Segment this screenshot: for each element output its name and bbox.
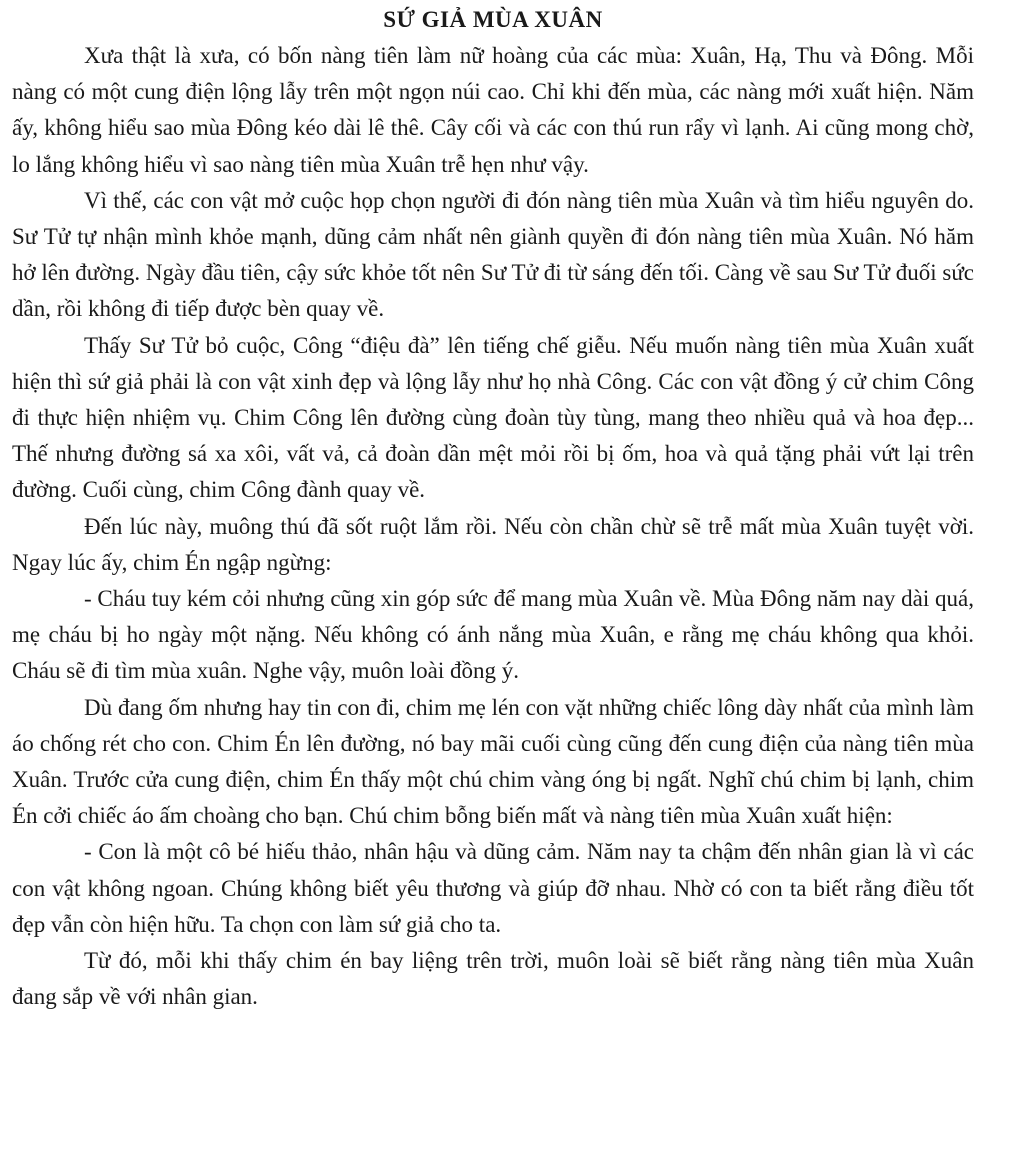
paragraph-swallow-speech: - Cháu tuy kém cỏi nhưng cũng xin góp sức để mang mùa Xuân về. Mùa Đông năm nay dài quá, mẹ cháu bị ho ngày một nặng. Nếu không có ánh nắng mùa Xuân, e rằng mẹ cháu không qua khỏi. Cháu sẽ đi tìm mùa xuân. Nghe vậy, muôn loài đồng ý. [12, 586, 974, 684]
paragraph-fairy-speech: - Con là một cô bé hiếu thảo, nhân hậu và dũng cảm. Năm nay ta chậm đến nhân gian là vì các con vật không ngoan. Chúng không biết yêu thương và giúp đỡ nhau. Nhờ có con ta biết rằng điều tốt đẹp vẫn còn hiện hữu. Ta chọn con làm sứ giả cho ta. [12, 839, 974, 937]
paragraph-swallow-intro: Đến lúc này, muông thú đã sốt ruột lắm rồi. Nếu còn chần chừ sẽ trễ mất mùa Xuân tuyệt vời. Ngay lúc ấy, chim Én ngập ngừng: [12, 513, 974, 575]
paragraph-lion: Vì thế, các con vật mở cuộc họp chọn người đi đón nàng tiên mùa Xuân và tìm hiểu nguyên do. Sư Tử tự nhận mình khỏe mạnh, dũng cảm nhất nên giành quyền đi đón nàng tiên mùa Xuân. Nó hăm hở lên đường. Ngày đầu tiên, cậy sức khỏe tốt nên Sư Tử đi từ sáng đến tối. Càng về sau Sư Tử đuối sức dần, rồi không đi tiếp được bèn quay về. [12, 187, 974, 322]
paragraph-peacock: Thấy Sư Tử bỏ cuộc, Công “điệu đà” lên tiếng chế giễu. Nếu muốn nàng tiên mùa Xuân xuất hiện thì sứ giả phải là con vật xinh đẹp và lộng lẫy như họ nhà Công. Các con vật đồng ý cử chim Công đi thực hiện nhiệm vụ. Chim Công lên đường cùng đoàn tùy tùng, mang theo nhiều quả và hoa đẹp... Thế nhưng đường sá xa xôi, vất vả, cả đoàn dần mệt mỏi rồi bị ốm, hoa và quả tặng phải vứt lại trên đường. Cuối cùng, chim Công đành quay về. [12, 332, 974, 503]
story-title: SỨ GIẢ MÙA XUÂN [383, 7, 603, 32]
paragraph-intro: Xưa thật là xưa, có bốn nàng tiên làm nữ hoàng của các mùa: Xuân, Hạ, Thu và Đông. Mỗi nàng có một cung điện lộng lẫy trên một ngọn núi cao. Chỉ khi đến mùa, các nàng mới xuất hiện. Năm ấy, không hiểu sao mùa Đông kéo dài lê thê. Cây cối và các con thú run rẩy vì lạnh. Ai cũng mong chờ, lo lắng không hiểu vì sao nàng tiên mùa Xuân trễ hẹn như vậy. [12, 43, 974, 177]
paragraph-journey: Dù đang ốm nhưng hay tin con đi, chim mẹ lén con vặt những chiếc lông dày nhất của mình làm áo chống rét cho con. Chim Én lên đường, nó bay mãi cuối cùng cũng đến cung điện của nàng tiên mùa Xuân. Trước cửa cung điện, chim Én thấy một chú chim vàng óng bị ngất. Nghĩ chú chim bị lạnh, chim Én cởi chiếc áo ấm choàng cho bạn. Chú chim bỗng biến mất và nàng tiên mùa Xuân xuất hiện: [12, 694, 974, 829]
paragraph-ending: Từ đó, mỗi khi thấy chim én bay liệng trên trời, muôn loài sẽ biết rằng nàng tiên mùa Xuân đang sắp về với nhân gian. [12, 948, 974, 1010]
